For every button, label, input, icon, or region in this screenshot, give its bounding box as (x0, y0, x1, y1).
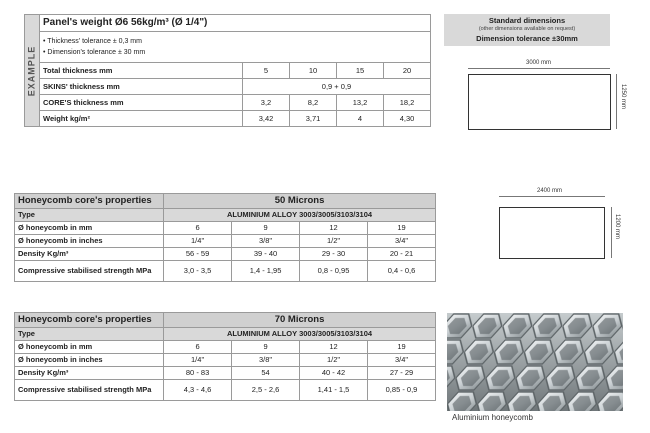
example-side-label: EXAMPLE (25, 15, 40, 127)
note-thickness-tolerance: Thickness' tolerance ± 0,3 mm (47, 38, 142, 45)
table-row: CORE'S thickness mm 3,2 8,2 13,2 18,2 (25, 95, 431, 111)
standard-dimensions-header: Standard dimensions (other dimensions available on request) Dimension tolerance ±30mm (444, 14, 610, 46)
table-row: Density Kg/m³ 56 - 59 39 - 40 29 - 30 20 - 21 (15, 248, 436, 261)
aluminium-honeycomb-photo (447, 313, 623, 411)
example-table (24, 14, 431, 127)
table-row: Ø honeycomb in mm 6 9 12 19 (15, 222, 436, 235)
honeycomb-70-microns-table: Honeycomb core's properties 70 Microns Type ALUMINIUM ALLOY 3003/3005/3103/3104 Ø honeycomb in mm 6 9 12 19 Ø honeycomb in inches 1/4" 3/8" 1/2" 3/4" Density Kg/m³ 80 - 83 54 40 - 42 27 - 29 Compressive stabilised strength MPa 4,3 - 4,6 2,5 - 2,6 1,41 - 1,5 0,85 - 0,9 (14, 312, 436, 401)
table-row: Ø honeycomb in inches 1/4" 3/8" 1/2" 3/4" (15, 235, 436, 248)
photo-caption: Aluminium honeycomb (452, 413, 533, 422)
table-row: Total thickness mm 5 10 15 20 (25, 63, 431, 79)
example-title: Panel's weight Ø6 56kg/m³ (Ø 1/4") (40, 15, 431, 32)
table-row: Ø honeycomb in mm 6 9 12 19 (15, 341, 436, 354)
table-row: Compressive stabilised strength MPa 4,3 - 4,6 2,5 - 2,6 1,41 - 1,5 0,85 - 0,9 (15, 380, 436, 401)
honeycomb-50-microns-table: Honeycomb core's properties 50 Microns Type ALUMINIUM ALLOY 3003/3005/3103/3104 Ø honeycomb in mm 6 9 12 19 Ø honeycomb in inches 1/4" 3/8" 1/2" 3/4" Density Kg/m³ 56 - 59 39 - 40 29 - 30 20 - 21 Compressive stabilised strength MPa 3,0 - 3,5 1,4 - 1,95 0,8 - 0,95 0,4 - 0,6 (14, 193, 436, 282)
example-notes: • Thickness' tolerance ± 0,3 mm • Dimension's tolerance ± 30 mm (40, 32, 431, 63)
table-row: Weight kg/m² 3,42 3,71 4 4,30 (25, 111, 431, 127)
table-row: Compressive stabilised strength MPa 3,0 - 3,5 1,4 - 1,95 0,8 - 0,95 0,4 - 0,6 (15, 261, 436, 282)
table-row: SKINS' thickness mm 0,9 + 0,9 (25, 79, 431, 95)
table-row: Ø honeycomb in inches 1/4" 3/8" 1/2" 3/4" (15, 354, 436, 367)
table-row: Density Kg/m³ 80 - 83 54 40 - 42 27 - 29 (15, 367, 436, 380)
note-dimension-tolerance: Dimension's tolerance ± 30 mm (47, 49, 146, 56)
